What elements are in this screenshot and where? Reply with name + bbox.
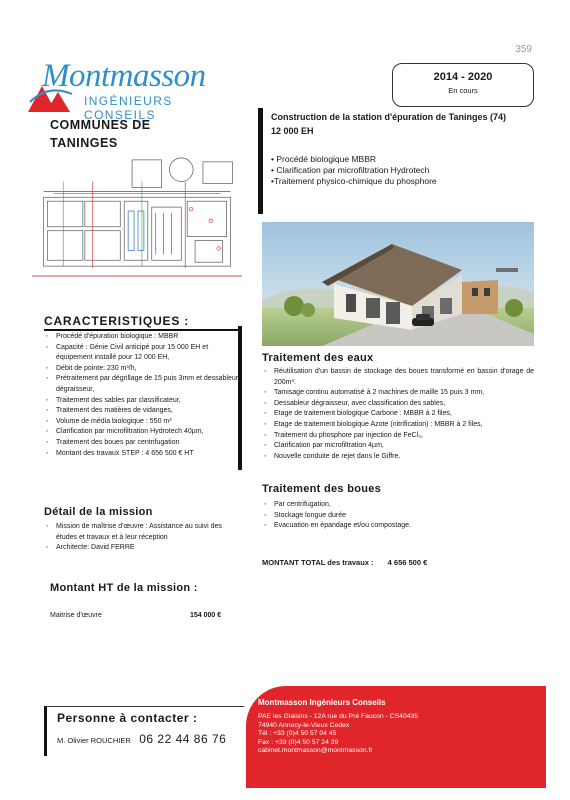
list-item: ▪ Volume de média biologique : 550 m³ — [44, 417, 244, 428]
contact-box — [44, 706, 244, 756]
list-item: ▪ Clarification par microfiltration 4µm, — [262, 441, 534, 452]
list-item: ▪ Traitement des matières de vidanges, — [44, 406, 244, 417]
footer-line: 74940 Annecy-le-Vieux Cedex — [258, 721, 350, 729]
caracteristiques-heading: CARACTERISTIQUES : — [44, 314, 190, 328]
list-item: ▪ Mission de maîtrise d'œuvre : Assistance au suivi des études et travaux et à leur réception — [44, 522, 244, 543]
company-logo — [28, 58, 248, 122]
mission-list — [44, 522, 244, 554]
logo-tagline: INGÉNIEURS CONSEILS — [84, 94, 173, 122]
list-item: ▪ Traitement des sables par classificateur, — [44, 396, 244, 407]
list-item: ▪ Nouvelle conduite de rejet dans le Giffre. — [262, 452, 534, 463]
list-item: ▪ Clarification par microfiltration Hydrotech 40µm, — [44, 427, 244, 438]
site-plan-drawing — [32, 152, 242, 277]
project-status: En cours — [448, 86, 478, 95]
list-item: ▪ Etage de traitement biologique Azote (nitrification) : MBBR à 2 files, — [262, 420, 534, 431]
commune-line-2: TANINGES — [50, 136, 118, 150]
list-item: ▪ Débit de pointe: 230 m³/h, — [44, 364, 244, 375]
caracteristiques-list — [44, 332, 244, 459]
building-rendering — [262, 222, 534, 346]
list-item: ▪ Réutilisation d'un bassin de stockage des boues transformé en bassin d'orage de 200m³. — [262, 367, 534, 388]
footer-line: PAE les Glaisins - 12A rue du Pré Faucon - CS40435 — [258, 713, 419, 720]
commune-line-1: COMMUNES DE — [50, 118, 151, 132]
list-item: ▪ Dessableur dégraisseur, avec classification des sables, — [262, 399, 534, 410]
montant-mission-value: 154 000 € — [190, 612, 222, 619]
list-item: ▪ Capacité : Génie Civil anticipé pour 15 000 EH et équipement installé pour 12 000 EH, — [44, 343, 244, 364]
montant-total-travaux — [262, 558, 427, 567]
project-feature: • Clarification par microfiltration Hydrotech — [271, 165, 430, 175]
project-title: Construction de la station d'épuration de Taninges (74) — [271, 112, 506, 122]
list-item: ▪ Montant des travaux STEP : 4 656 500 € HT — [44, 449, 244, 460]
contact-phone: 06 22 44 86 76 — [139, 732, 227, 746]
montant-total-label: MONTANT TOTAL des travaux : — [262, 558, 374, 567]
page-number: 359 — [515, 44, 532, 55]
footer-line: Tél : +33 (0)4 50 57 04 45 — [258, 730, 337, 738]
company-footer — [246, 686, 546, 788]
traitement-boues-heading: Traitement des boues — [262, 483, 382, 495]
montant-total-value: 4 656 500 € — [387, 558, 428, 567]
project-feature: •Traitement physico-chimique du phosphore — [271, 176, 437, 186]
traitement-eaux-heading: Traitement des eaux — [262, 352, 374, 364]
commune-name — [50, 116, 240, 152]
footer-email[interactable]: cabinet.montmasson@montmasson.fr — [258, 747, 373, 755]
contact-heading: Personne à contacter : — [57, 711, 198, 725]
project-years: 2014 - 2020 — [433, 71, 493, 83]
list-item: ▪ Architecte: David FERRE — [44, 543, 244, 554]
project-dates-box — [392, 63, 534, 107]
footer-company-name: Montmasson Ingénieurs Conseils — [258, 698, 386, 707]
mission-heading: Détail de la mission — [44, 506, 153, 518]
footer-address — [258, 713, 546, 756]
project-feature: • Procédé biologique MBBR — [271, 154, 377, 164]
project-capacity: 12 000 EH — [271, 126, 314, 136]
logo-wordmark: Montmasson — [42, 58, 206, 94]
list-item: ▪ Etage de traitement biologique Carbone : MBBR à 2 files, — [262, 409, 534, 420]
list-item: ▪ Evacuation en épandage et/ou compostage. — [262, 521, 534, 532]
contact-name: M. Olivier ROUCHIER — [57, 736, 131, 745]
project-features — [271, 154, 534, 187]
list-item: ▪ Procédé d'épuration biologique : MBBR — [44, 332, 244, 343]
list-item: ▪ Traitement des boues par centrifugation — [44, 438, 244, 449]
list-item: ▪ Prétraitement par dégrillage de 15 puis 3mm et dessableur dégraisseur, — [44, 374, 244, 395]
contact-line — [57, 730, 244, 748]
montant-mission-label: Maitrise d'œuvre — [50, 612, 102, 619]
list-item: ▪ Tamisage continu automatisé à 2 machines de maille 15 puis 3 mm, — [262, 388, 534, 399]
caracteristiques-rule — [44, 329, 238, 331]
traitement-eaux-list — [262, 367, 534, 462]
list-item: ▪ Traitement du phosphore par injection de FeCl₃, — [262, 431, 534, 442]
list-item: ▪ Stockage longue durée — [262, 511, 534, 522]
project-summary — [258, 108, 534, 214]
montant-mission-heading: Montant HT de la mission : — [50, 582, 198, 594]
list-item: ▪ Par centrifugation, — [262, 500, 534, 511]
footer-line: Fax : +33 (0)4 50 57 24 39 — [258, 738, 339, 746]
traitement-boues-list — [262, 500, 534, 532]
